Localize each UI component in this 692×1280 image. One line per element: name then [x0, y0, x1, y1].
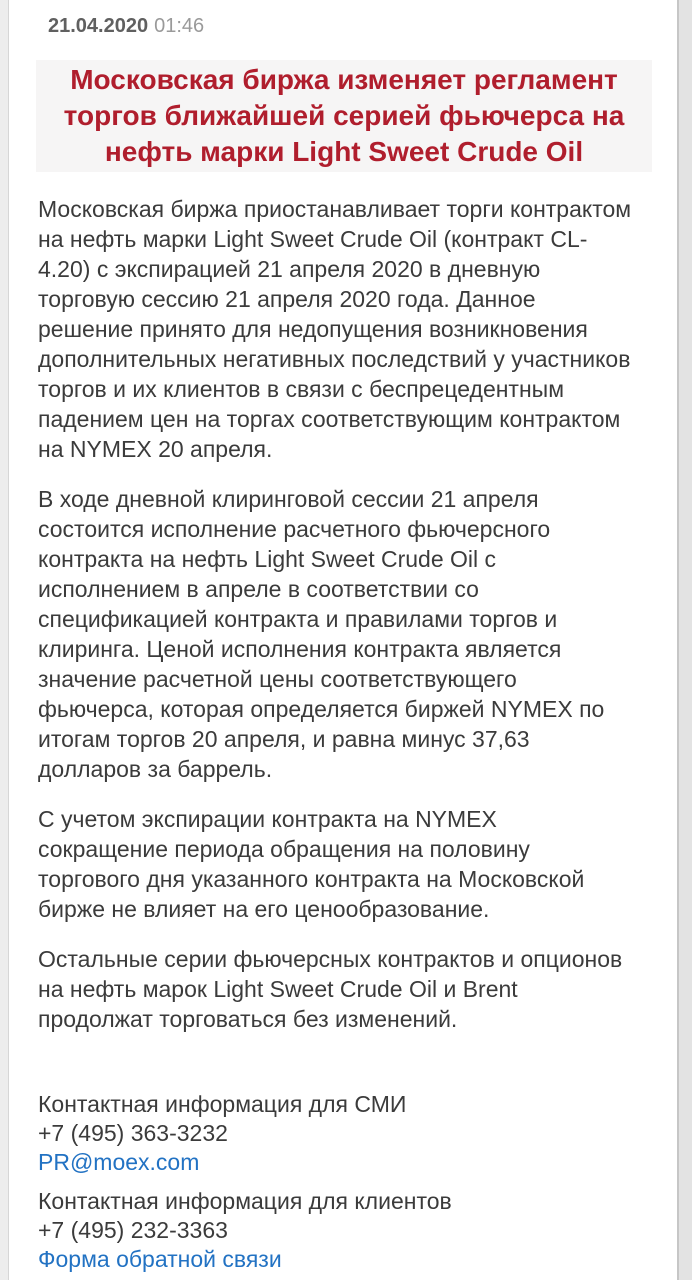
contact-phone-clients: +7 (495) 232-3363	[38, 1217, 228, 1243]
article-paragraph: Остальные серии фьючерсных контрактов и опционов на нефть марок Light Sweet Crude Oil и Brent продолжат торговаться без изменений.	[38, 946, 623, 1032]
article-card	[9, 0, 679, 1280]
publication-datetime	[38, 14, 677, 38]
left-gutter	[0, 0, 9, 1280]
article-body	[38, 194, 633, 1034]
feedback-form-link[interactable]: Форма обратной связи	[38, 1246, 282, 1272]
publication-time: 01:46	[154, 15, 205, 37]
contact-heading-clients: Контактная информация для клиентов	[38, 1188, 452, 1214]
article-paragraph: С учетом экспирации контракта на NYMEX сокращение периода обращения на половину торгового дня указанного контракта на Московской бирже не влияет на его ценообразование.	[38, 806, 585, 922]
contact-block-clients	[38, 1187, 633, 1274]
article-title: Московская биржа изменяет регламент торгов ближайшей серией фьючерса на нефть марки Light Sweet Crude Oil	[36, 60, 652, 172]
publication-date: 21.04.2020	[48, 15, 149, 37]
article-paragraph: В ходе дневной клиринговой сессии 21 апреля состоится исполнение расчетного фьючерсного контракта на нефть Light Sweet Crude Oil с исполнением в апреле в соответствии со спецификацией контракта и правилами торгов и клиринга. Ценой исполнения контракта является значение расчетной цены соответствующего фьючерса, которая определяется биржей NYMEX по итогам торгов 20 апреля, и равна минус 37,63 долларов за баррель.	[38, 486, 605, 782]
contact-heading-media: Контактная информация для СМИ	[38, 1091, 407, 1117]
contact-email-link[interactable]: PR@moex.com	[38, 1149, 200, 1175]
contact-phone-media: +7 (495) 363-3232	[38, 1120, 228, 1146]
contact-block-media	[38, 1090, 633, 1177]
contacts-section	[38, 1090, 633, 1274]
article-paragraph: Московская биржа приостанавливает торги контрактом на нефть марки Light Sweet Crude Oil (контракт CL-4.20) с экспирацией 21 апреля 2020 в дневную торговую сессию 21 апреля 2020 года. Данное решение принято для недопущения возникновения дополнительных негативных последствий у участников торгов и их клиентов в связи с беспрецедентным падением цен на торгах соответствующим контрактом на NYMEX 20 апреля.	[38, 196, 632, 462]
